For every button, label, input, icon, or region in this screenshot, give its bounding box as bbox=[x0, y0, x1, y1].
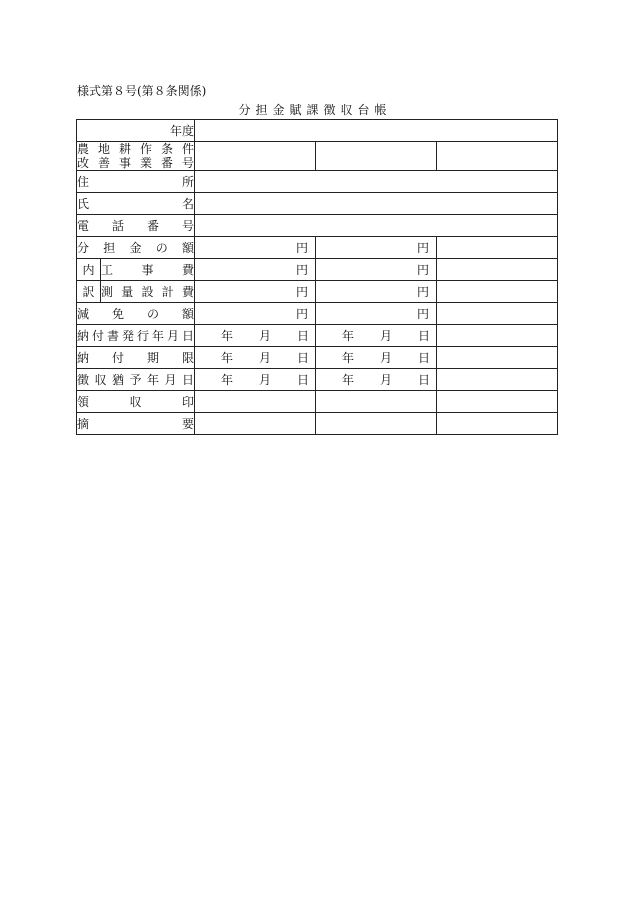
cell-notice-issue-date-3[interactable] bbox=[437, 325, 558, 347]
yen-unit: 円 bbox=[296, 263, 309, 277]
cell-remarks-1[interactable] bbox=[195, 413, 316, 435]
cell-payment-deadline-1[interactable] bbox=[195, 347, 316, 369]
cell-fiscal-year[interactable] bbox=[195, 120, 558, 142]
cell-project-number-3[interactable] bbox=[437, 142, 558, 171]
row-payment-deadline bbox=[77, 347, 558, 369]
yen-unit: 円 bbox=[296, 241, 309, 255]
cell-phone[interactable] bbox=[195, 215, 558, 237]
row-notice-issue-date bbox=[77, 325, 558, 347]
year-unit: 年 bbox=[221, 329, 234, 343]
label-survey-design-cost-text: 測 量 設 計 費 bbox=[101, 285, 195, 299]
label-breakdown-1: 内 bbox=[77, 259, 101, 281]
row-exemption-amount bbox=[77, 303, 558, 325]
yen-unit: 円 bbox=[417, 285, 430, 299]
label-deferral-date bbox=[77, 369, 195, 391]
date-ymd bbox=[195, 327, 315, 344]
cell-construction-cost-1[interactable] bbox=[195, 259, 316, 281]
date-ymd bbox=[316, 349, 436, 366]
year-unit: 年 bbox=[342, 351, 355, 365]
cell-share-amount-3[interactable] bbox=[437, 237, 558, 259]
row-construction-cost bbox=[77, 259, 558, 281]
label-exemption-amount-text: 減 免 の 額 bbox=[77, 307, 195, 321]
yen-unit: 円 bbox=[417, 263, 430, 277]
cell-notice-issue-date-1[interactable] bbox=[195, 325, 316, 347]
row-deferral-date bbox=[77, 369, 558, 391]
label-address bbox=[77, 171, 195, 193]
label-construction-cost bbox=[101, 259, 195, 281]
yen-unit: 円 bbox=[296, 307, 309, 321]
date-ymd bbox=[316, 371, 436, 388]
yen-unit: 円 bbox=[296, 285, 309, 299]
label-project-number bbox=[77, 142, 195, 171]
cell-exemption-amount-2[interactable] bbox=[316, 303, 437, 325]
cell-payment-deadline-3[interactable] bbox=[437, 347, 558, 369]
day-unit: 日 bbox=[418, 373, 431, 387]
cell-name[interactable] bbox=[195, 193, 558, 215]
day-unit: 日 bbox=[297, 329, 310, 343]
day-unit: 日 bbox=[418, 351, 431, 365]
date-ymd bbox=[195, 349, 315, 366]
day-unit: 日 bbox=[297, 373, 310, 387]
row-project-number bbox=[77, 142, 558, 171]
cell-exemption-amount-3[interactable] bbox=[437, 303, 558, 325]
label-exemption-amount bbox=[77, 303, 195, 325]
label-survey-design-cost bbox=[101, 281, 195, 303]
cell-deferral-date-2[interactable] bbox=[316, 369, 437, 391]
date-ymd bbox=[195, 371, 315, 388]
cell-remarks-3[interactable] bbox=[437, 413, 558, 435]
row-fiscal-year bbox=[77, 120, 558, 142]
label-notice-issue-date-text: 納 付 書 発 行 年 月 日 bbox=[77, 329, 195, 343]
label-name-text: 氏 名 bbox=[77, 197, 195, 211]
row-name bbox=[77, 193, 558, 215]
cell-exemption-amount-1[interactable] bbox=[195, 303, 316, 325]
cell-survey-design-cost-3[interactable] bbox=[437, 281, 558, 303]
row-phone bbox=[77, 215, 558, 237]
label-name bbox=[77, 193, 195, 215]
cell-share-amount-2[interactable] bbox=[316, 237, 437, 259]
cell-notice-issue-date-2[interactable] bbox=[316, 325, 437, 347]
row-remarks bbox=[77, 413, 558, 435]
cell-survey-design-cost-1[interactable] bbox=[195, 281, 316, 303]
ledger-table bbox=[76, 119, 558, 435]
month-unit: 月 bbox=[259, 373, 272, 387]
cell-construction-cost-3[interactable] bbox=[437, 259, 558, 281]
label-receipt-seal bbox=[77, 391, 195, 413]
cell-receipt-seal-2[interactable] bbox=[316, 391, 437, 413]
cell-project-number-2[interactable] bbox=[316, 142, 437, 171]
month-unit: 月 bbox=[259, 351, 272, 365]
form-number: 様式第８号(第８条関係) bbox=[77, 84, 207, 98]
month-unit: 月 bbox=[380, 351, 393, 365]
cell-payment-deadline-2[interactable] bbox=[316, 347, 437, 369]
form-title: 分担金賦課徴収台帳 bbox=[238, 103, 392, 117]
cell-remarks-2[interactable] bbox=[316, 413, 437, 435]
row-receipt-seal bbox=[77, 391, 558, 413]
label-payment-deadline-text: 納 付 期 限 bbox=[77, 351, 195, 365]
row-survey-design-cost bbox=[77, 281, 558, 303]
month-unit: 月 bbox=[380, 373, 393, 387]
label-phone bbox=[77, 215, 195, 237]
cell-receipt-seal-3[interactable] bbox=[437, 391, 558, 413]
label-notice-issue-date bbox=[77, 325, 195, 347]
yen-unit: 円 bbox=[417, 241, 430, 255]
date-ymd bbox=[316, 327, 436, 344]
label-address-text: 住 所 bbox=[77, 175, 195, 189]
cell-survey-design-cost-2[interactable] bbox=[316, 281, 437, 303]
label-receipt-seal-text: 領 収 印 bbox=[77, 395, 195, 409]
row-share-amount bbox=[77, 237, 558, 259]
month-unit: 月 bbox=[380, 329, 393, 343]
label-share-amount-text: 分 担 金 の 額 bbox=[77, 241, 195, 255]
label-phone-text: 電 話 番 号 bbox=[77, 219, 195, 233]
label-fiscal-year: 年度 bbox=[77, 120, 195, 142]
day-unit: 日 bbox=[418, 329, 431, 343]
cell-deferral-date-3[interactable] bbox=[437, 369, 558, 391]
year-unit: 年 bbox=[342, 329, 355, 343]
cell-project-number-1[interactable] bbox=[195, 142, 316, 171]
yen-unit: 円 bbox=[417, 307, 430, 321]
label-remarks-text: 摘 要 bbox=[77, 417, 195, 431]
cell-receipt-seal-1[interactable] bbox=[195, 391, 316, 413]
day-unit: 日 bbox=[297, 351, 310, 365]
cell-construction-cost-2[interactable] bbox=[316, 259, 437, 281]
month-unit: 月 bbox=[259, 329, 272, 343]
label-remarks bbox=[77, 413, 195, 435]
label-payment-deadline bbox=[77, 347, 195, 369]
cell-share-amount-1[interactable] bbox=[195, 237, 316, 259]
label-project-line1: 農 地 耕 作 条 件 bbox=[77, 142, 195, 156]
label-construction-cost-text: 工 事 費 bbox=[101, 263, 195, 277]
year-unit: 年 bbox=[342, 373, 355, 387]
cell-address[interactable] bbox=[195, 171, 558, 193]
label-share-amount bbox=[77, 237, 195, 259]
row-address bbox=[77, 171, 558, 193]
label-breakdown-2: 訳 bbox=[77, 281, 101, 303]
label-deferral-date-text: 徴 収 猶 予 年 月 日 bbox=[77, 373, 195, 387]
year-unit: 年 bbox=[221, 373, 234, 387]
label-project-line2: 改 善 事 業 番 号 bbox=[77, 156, 195, 170]
cell-deferral-date-1[interactable] bbox=[195, 369, 316, 391]
year-unit: 年 bbox=[221, 351, 234, 365]
